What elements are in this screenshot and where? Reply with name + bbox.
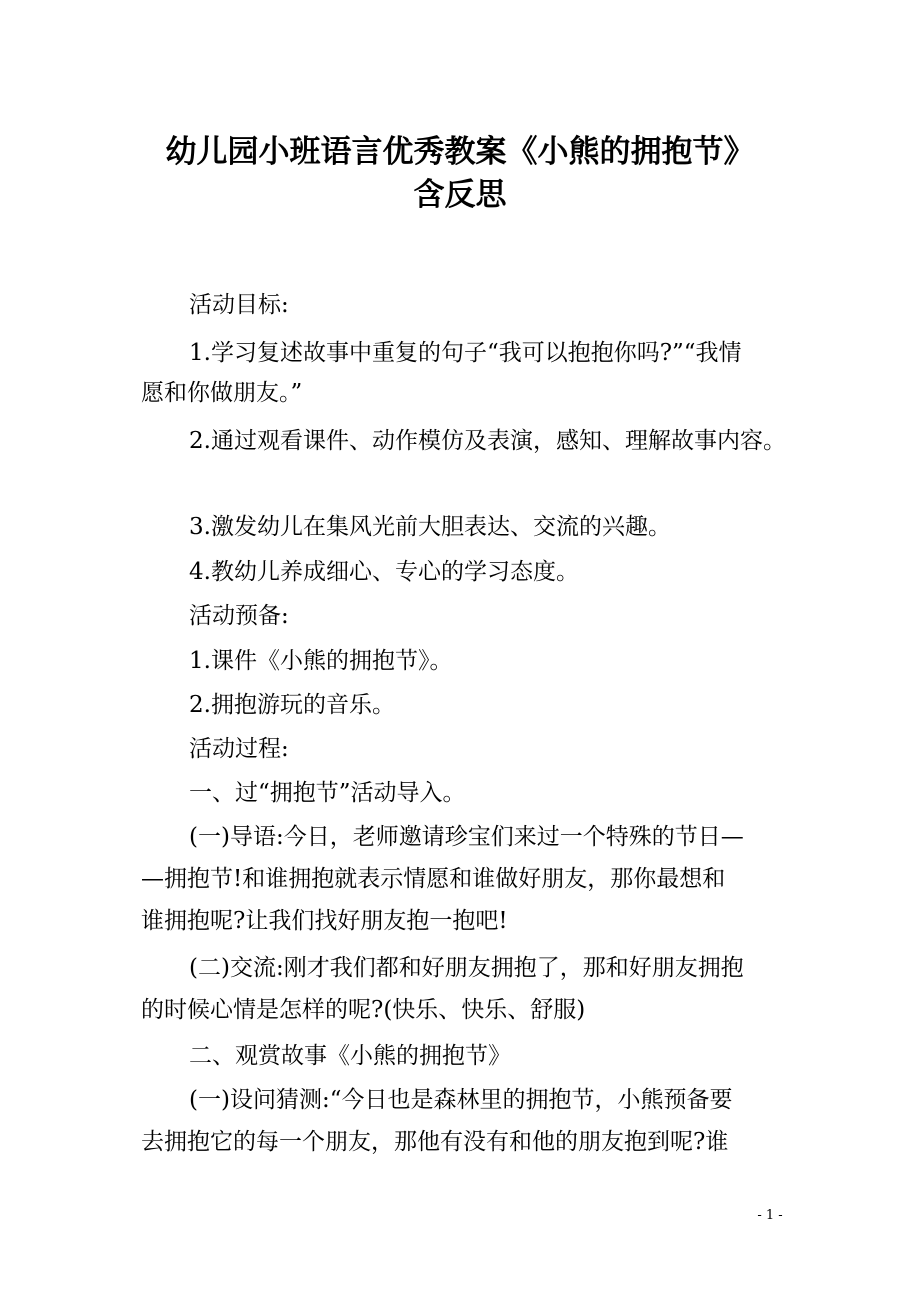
paragraph-line: 一、过“拥抱节”活动导入。 (189, 780, 466, 806)
paragraph-line: 二、观赏故事《小熊的拥抱节》 (189, 1043, 511, 1069)
paragraph-line: 2.拥抱游玩的音乐。 (189, 692, 395, 718)
paragraph-line: 3.激发幼儿在集风光前大胆表达、交流的兴趣。 (189, 514, 671, 540)
paragraph-line: —拥抱节!和谁拥抱就表示情愿和谁做好朋友，那你最想和 (141, 866, 726, 892)
paragraph-line: 2.通过观看课件、动作模仿及表演，感知、理解故事内容。 (189, 428, 786, 454)
document-title-line-1: 幼儿园小班语言优秀教案《小熊的拥抱节》 (165, 134, 755, 170)
paragraph-line: 的时候心情是怎样的呢?(快乐、快乐、舒服) (141, 997, 586, 1023)
paragraph-line: 1.课件《小熊的拥抱节》。 (189, 648, 453, 674)
section-heading-process: 活动过程: (189, 736, 289, 762)
section-heading-preparation: 活动预备: (189, 603, 289, 629)
paragraph-line: (一)导语:今日，老师邀请珍宝们来过一个特殊的节日— (189, 824, 744, 850)
paragraph-line: (二)交流:刚才我们都和好朋友拥抱了，那和好朋友拥抱 (189, 955, 744, 981)
paragraph-line: 去拥抱它的每一个朋友，那他有没有和他的朋友抱到呢?谁 (141, 1129, 729, 1155)
section-heading-goals: 活动目标: (189, 292, 289, 318)
paragraph-line: 愿和你做朋友。” (141, 380, 303, 406)
document-title-line-2: 含反思 (413, 177, 507, 213)
page-number: - 1 - (757, 1208, 783, 1223)
paragraph-line: 1.学习复述故事中重复的句子“我可以抱抱你吗?”“我情 (189, 340, 742, 366)
paragraph-line: (一)设问猜测:“今日也是森林里的拥抱节，小熊预备要 (189, 1087, 733, 1113)
paragraph-line: 4.教幼儿养成细心、专心的学习态度。 (189, 559, 579, 585)
paragraph-line: 谁拥抱呢?让我们找好朋友抱一抱吧! (141, 908, 508, 934)
